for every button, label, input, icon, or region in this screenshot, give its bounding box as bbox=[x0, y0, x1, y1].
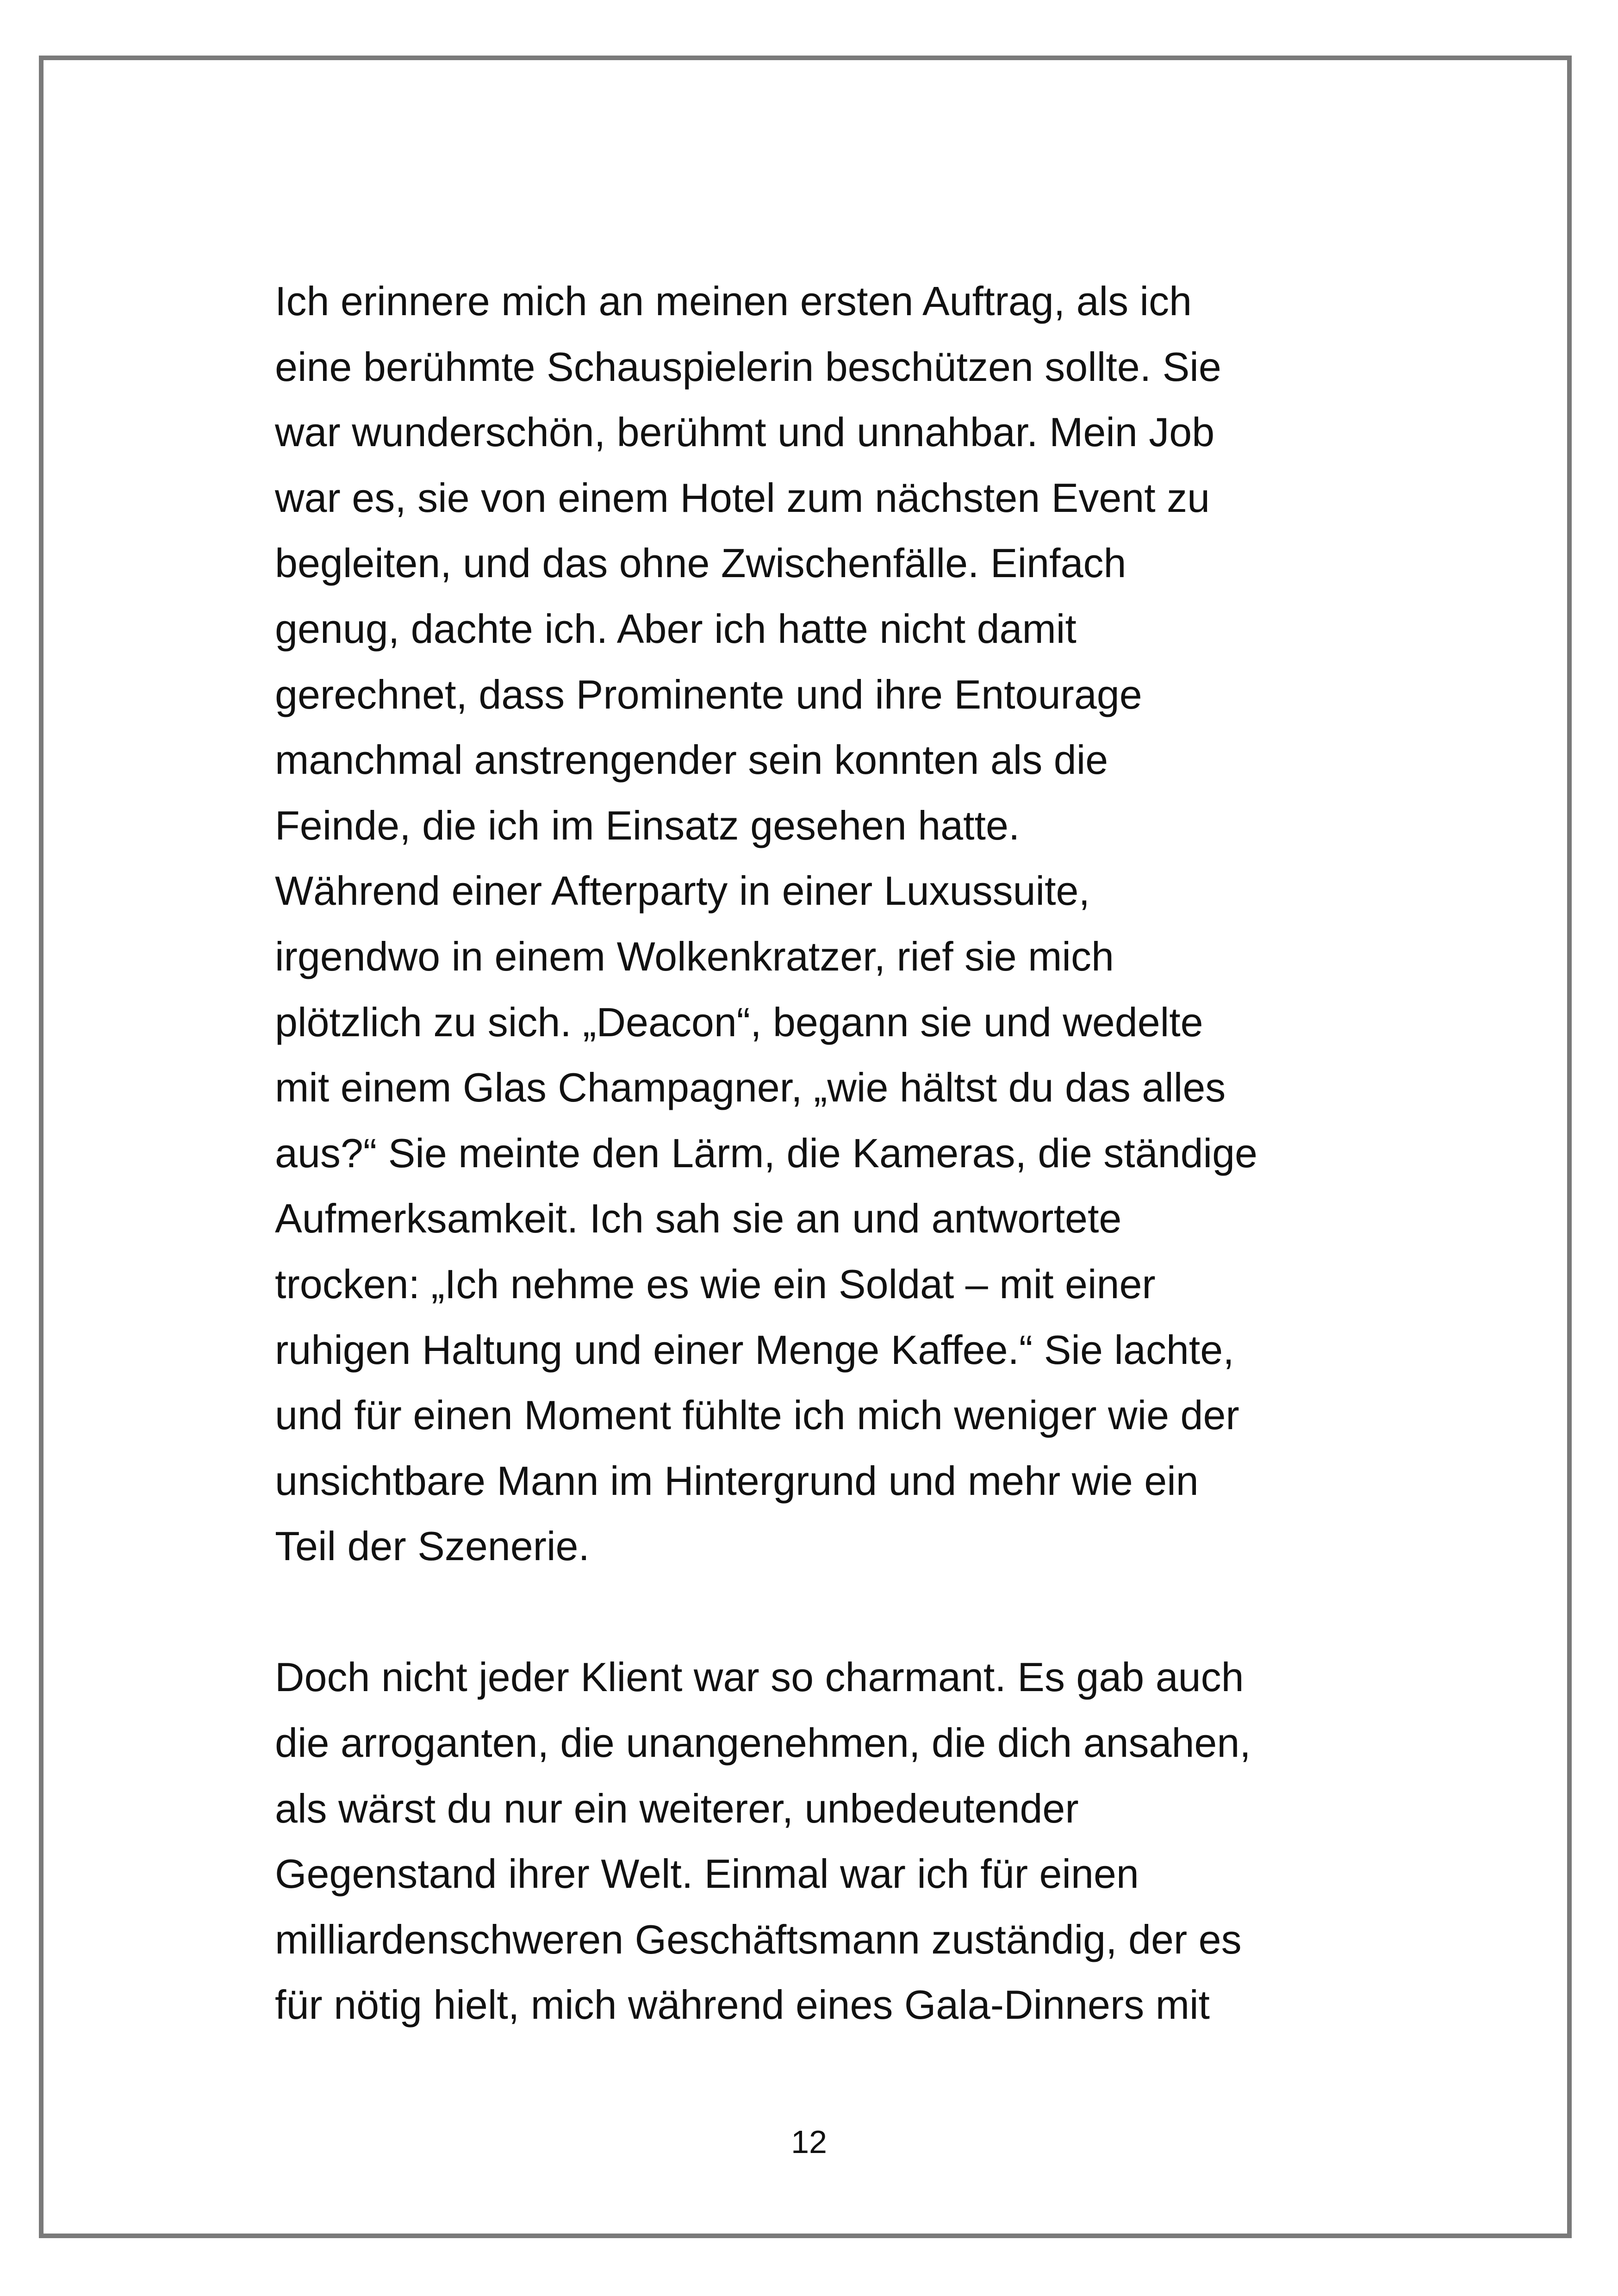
paragraph-break bbox=[275, 1579, 1395, 1645]
text-line: ruhigen Haltung und einer Menge Kaffee.“ Sie lachte, bbox=[275, 1326, 1234, 1373]
text-line: unsichtbare Mann im Hintergrund und mehr wie ein bbox=[275, 1457, 1199, 1504]
page-number: 12 bbox=[791, 2124, 827, 2160]
text-line: irgendwo in einem Wolkenkratzer, rief sie mich bbox=[275, 933, 1114, 979]
text-line: als wärst du nur ein weiterer, unbedeutender bbox=[275, 1785, 1079, 1831]
text-line: Aufmerksamkeit. Ich sah sie an und antwortete bbox=[275, 1195, 1122, 1242]
text-line: Teil der Szenerie. bbox=[275, 1523, 590, 1569]
text-line: Während einer Afterparty in einer Luxussuite, bbox=[275, 868, 1090, 914]
text-line: und für einen Moment fühlte ich mich weniger wie der bbox=[275, 1392, 1239, 1438]
text-line: aus?“ Sie meinte den Lärm, die Kameras, die ständige bbox=[275, 1130, 1257, 1176]
text-line: Gegenstand ihrer Welt. Einmal war ich für einen bbox=[275, 1851, 1139, 1897]
text-line: die arroganten, die unangenehmen, die dich ansahen, bbox=[275, 1720, 1251, 1766]
text-line: milliardenschweren Geschäftsmann zuständig, der es bbox=[275, 1916, 1242, 1962]
text-line: begleiten, und das ohne Zwischenfälle. Einfach bbox=[275, 540, 1126, 586]
text-line: plötzlich zu sich. „Deacon“, begann sie und wedelte bbox=[275, 999, 1203, 1045]
text-line: für nötig hielt, mich während eines Gala-Dinners mit bbox=[275, 1982, 1210, 2028]
text-line: Feinde, die ich im Einsatz gesehen hatte. bbox=[275, 802, 1020, 848]
text-line: manchmal anstrengender sein konnten als die bbox=[275, 737, 1108, 783]
text-line: eine berühmte Schauspielerin beschützen sollte. Sie bbox=[275, 343, 1221, 390]
text-line: genug, dachte ich. Aber ich hatte nicht damit bbox=[275, 605, 1077, 652]
body-text bbox=[275, 268, 1395, 2038]
text-line: war wunderschön, berühmt und unnahbar. Mein Job bbox=[275, 409, 1215, 455]
text-line: war es, sie von einem Hotel zum nächsten Event zu bbox=[275, 474, 1210, 521]
text-line: gerechnet, dass Prominente und ihre Entourage bbox=[275, 671, 1142, 717]
text-line: Doch nicht jeder Klient war so charmant. Es gab auch bbox=[275, 1654, 1244, 1700]
text-line: trocken: „Ich nehme es wie ein Soldat – mit einer bbox=[275, 1261, 1156, 1307]
text-line: mit einem Glas Champagner, „wie hältst du das alles bbox=[275, 1064, 1226, 1111]
text-line: Ich erinnere mich an meinen ersten Auftrag, als ich bbox=[275, 278, 1192, 324]
